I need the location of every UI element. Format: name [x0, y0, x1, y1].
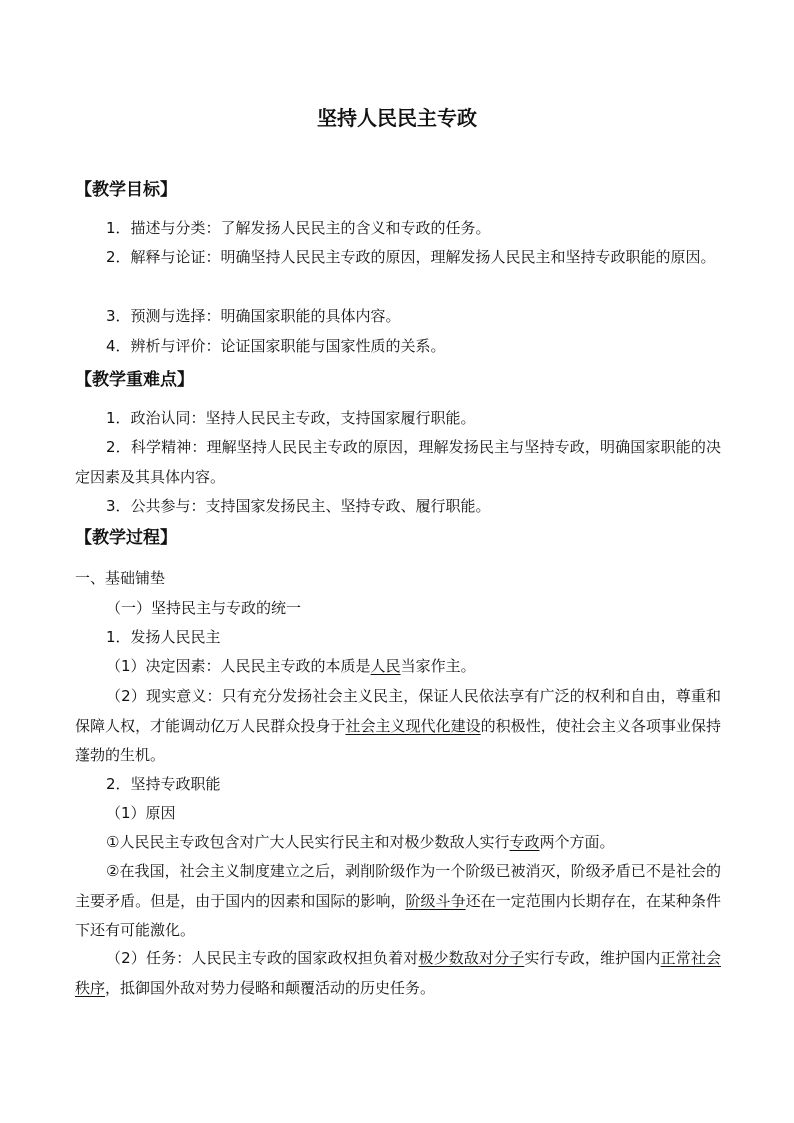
part-heading: 一、基础铺垫: [75, 569, 166, 587]
paragraph-task: （2）任务：人民民主专政的国家政权担负着对极少数敌对分子实行专政，维护国内正常社会秩序，抵御国外敌对势力侵略和颠覆活动的历史任务。: [75, 949, 721, 997]
paragraph-reason-2: ②在我国，社会主义制度建立之后，剥削阶级作为一个阶级已被消灭，阶级矛盾已不是社会的主要矛盾。但是，由于国内的因素和国际的影响，阶级斗争还在一定范围内长期存在，在某种条件下还有可能激化。: [75, 862, 721, 939]
underlined-term: 极少数敌对分子: [418, 949, 525, 967]
section-heading-keypoints: 【教学重难点】: [75, 370, 194, 390]
point-heading-2: 2．坚持专政职能: [106, 775, 221, 793]
page-title: 坚持人民民主专政: [317, 106, 477, 130]
paragraph-reason-1: ①人民民主专政包含对广大人民实行民主和对极少数敌人实行专政两个方面。: [106, 833, 615, 851]
section-heading-goals: 【教学目标】: [75, 180, 177, 200]
underlined-term: 社会主义现代化建设: [345, 716, 481, 735]
keypoint-item-2: 2．科学精神：理解坚持人民民主专政的原因，理解发扬民主与坚持专政，明确国家职能的决定因素及其具体内容。: [75, 438, 721, 486]
paragraph-significance: （2）现实意义：只有充分发扬社会主义民主，保证人民依法享有广泛的权利和自由，尊重和保障人权，才能调动亿万人民群众投身于社会主义现代化建设的积极性，使社会主义各项事业保持蓬勃的生机。: [75, 687, 721, 764]
point-heading-1: 1．发扬人民民主: [106, 628, 221, 646]
reason-heading: （1）原因: [106, 804, 176, 822]
underlined-term: 正常社会秩序: [75, 949, 721, 997]
goal-item-1: 1．描述与分类：了解发扬人民民主的含义和专政的任务。: [106, 219, 491, 237]
section-heading-process: 【教学过程】: [75, 528, 177, 548]
subsection-heading: （一）坚持民主与专政的统一: [106, 599, 302, 617]
underlined-term: 人民: [370, 657, 401, 675]
goal-item-2: 2．解释与论证：明确坚持人民民主专政的原因，理解发扬人民民主和坚持专政职能的原因。: [106, 248, 716, 266]
goal-item-3: 3．预测与选择：明确国家职能的具体内容。: [106, 307, 401, 325]
keypoint-item-1: 1．政治认同：坚持人民民主专政，支持国家履行职能。: [106, 409, 476, 427]
goal-item-4: 4．辨析与评价：论证国家职能与国家性质的关系。: [106, 337, 446, 355]
underlined-term: 阶级斗争: [405, 891, 466, 910]
underlined-term: 专政: [509, 833, 540, 851]
paragraph-decisive-factor: （1）决定因素：人民民主专政的本质是人民当家作主。: [106, 657, 476, 675]
keypoint-item-3: 3．公共参与：支持国家发扬民主、坚持专政、履行职能。: [106, 497, 491, 515]
